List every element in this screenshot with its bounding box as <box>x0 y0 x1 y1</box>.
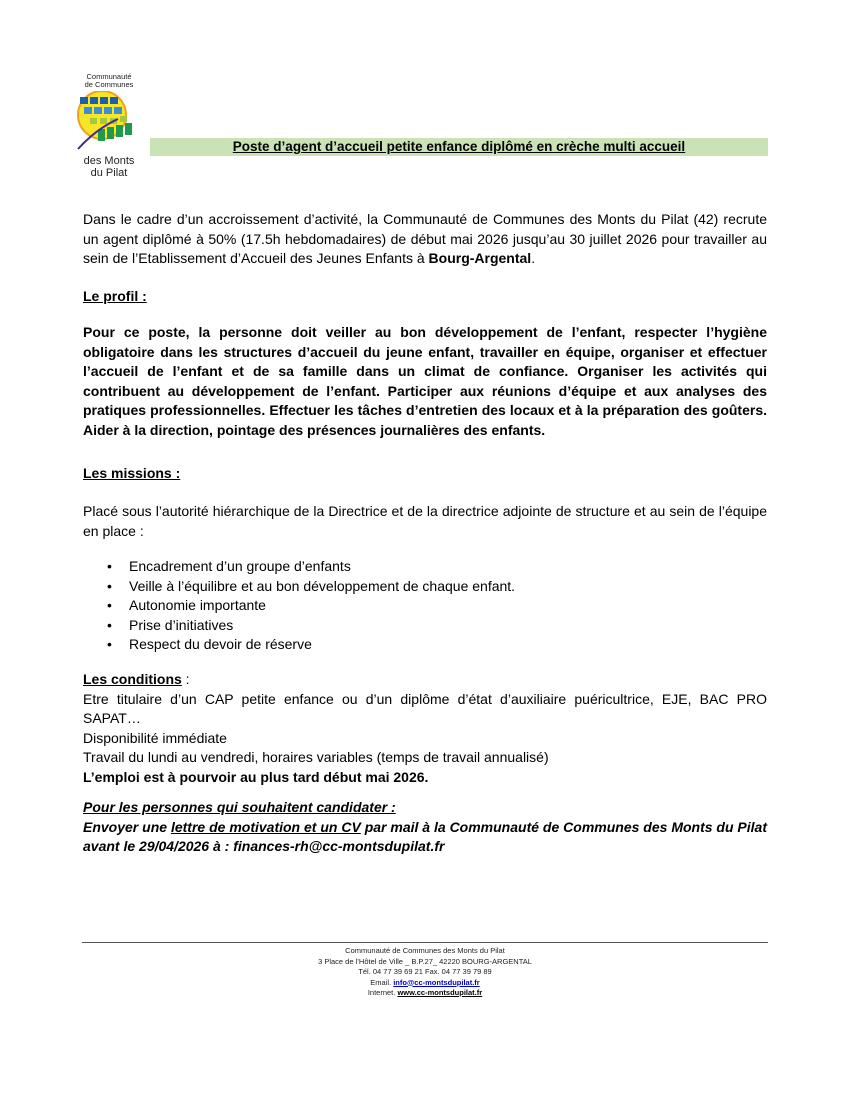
email-link[interactable]: info@cc-montsdupilat.fr <box>393 977 480 987</box>
conditions-section <box>83 670 767 787</box>
list-item: • Autonomie importante <box>129 596 813 616</box>
logo-text: de Communes <box>84 80 134 89</box>
conditions-line: Etre titulaire d’un CAP petite enfance ou d’un diplôme d’état d’auxiliaire puéricultrice, EJE, BAC PRO SAPAT… <box>83 690 767 726</box>
page-title: Poste d’agent d’accueil petite enfance diplômé en crèche multi accueil <box>150 138 768 156</box>
footer-web-label: Internet. <box>367 988 398 997</box>
missions-intro: Placé sous l’autorité hiérarchique de la Directrice et de la directrice adjointe de structure et au sein de l’équipe en place : <box>83 503 767 539</box>
logo-text: Communauté <box>86 72 132 81</box>
missions-heading: Les missions : <box>83 465 181 481</box>
conditions-line: Disponibilité immédiate <box>83 729 227 746</box>
logo-text: des Monts du Pilat <box>83 155 135 179</box>
profil-heading: Le profil : <box>83 288 147 304</box>
footer-email-label: Email. <box>370 977 394 987</box>
logo-graphic <box>76 91 142 153</box>
candidature-text: Envoyer une lettre de motivation et un CV par mail à la Communauté de Communes des Monts du Pilat avant le 29/04/2026 à : finances-rh@cc-montsdupilat.fr <box>83 818 768 854</box>
list-item: • Respect du devoir de réserve <box>129 635 813 655</box>
candidature-section <box>83 798 767 857</box>
footer-phone: Tél. 04 77 39 69 21 Fax. 04 77 39 79 89 <box>358 967 492 976</box>
list-item: • Prise d’initiatives <box>129 616 813 636</box>
footer-address: 3 Place de l’Hôtel de Ville _ B.P.27_ 42220 BOURG-ARGENTAL <box>318 956 532 966</box>
missions-list <box>83 557 813 655</box>
conditions-line: Travail du lundi au vendredi, horaires variables (temps de travail annualisé) <box>83 749 549 765</box>
intro-paragraph: Dans le cadre d’un accroissement d’activité, la Communauté de Communes des Monts du Pilat (42) recrute un agent diplômé à 50% (17.5h hebdomadaires) de début mai 2026 jusqu’au 30 juillet 2026 pour travailler au sein de l’Etablissement d’Accueil des Jeunes Enfants à Bourg-Argental. <box>83 211 767 266</box>
footer <box>0 946 850 999</box>
footer-org: Communauté de Communes des Monts du Pilat <box>345 946 505 955</box>
footer-divider <box>82 942 768 943</box>
logo <box>76 73 142 183</box>
website-link[interactable]: www.cc-montsdupilat.fr <box>397 988 483 997</box>
list-item: • Encadrement d’un groupe d’enfants <box>129 557 813 577</box>
conditions-deadline: L’emploi est à pourvoir au plus tard début mai 2026. <box>83 768 429 785</box>
conditions-heading: Les conditions : <box>83 671 190 687</box>
candidature-heading: Pour les personnes qui souhaitent candidater : <box>83 799 396 815</box>
profil-paragraph: Pour ce poste, la personne doit veiller au bon développement de l’enfant, respecter l’hygiène obligatoire dans les structures d’accueil du jeune enfant, travailler en équipe, organiser et effectuer l’accueil de l’enfant et de sa famille dans un climat de confiance. Organiser les activités qui contribuent au développement de l’enfant. Participer aux réunions d’équipe et aux analyses des pratiques professionnelles. Effectuer les tâches d’entretien des locaux et à la préparation des goûters. Aider à la direction, pointage des présences journalières des enfants. <box>83 324 767 438</box>
list-item: • Veille à l’équilibre et au bon développement de chaque enfant. <box>129 577 813 597</box>
